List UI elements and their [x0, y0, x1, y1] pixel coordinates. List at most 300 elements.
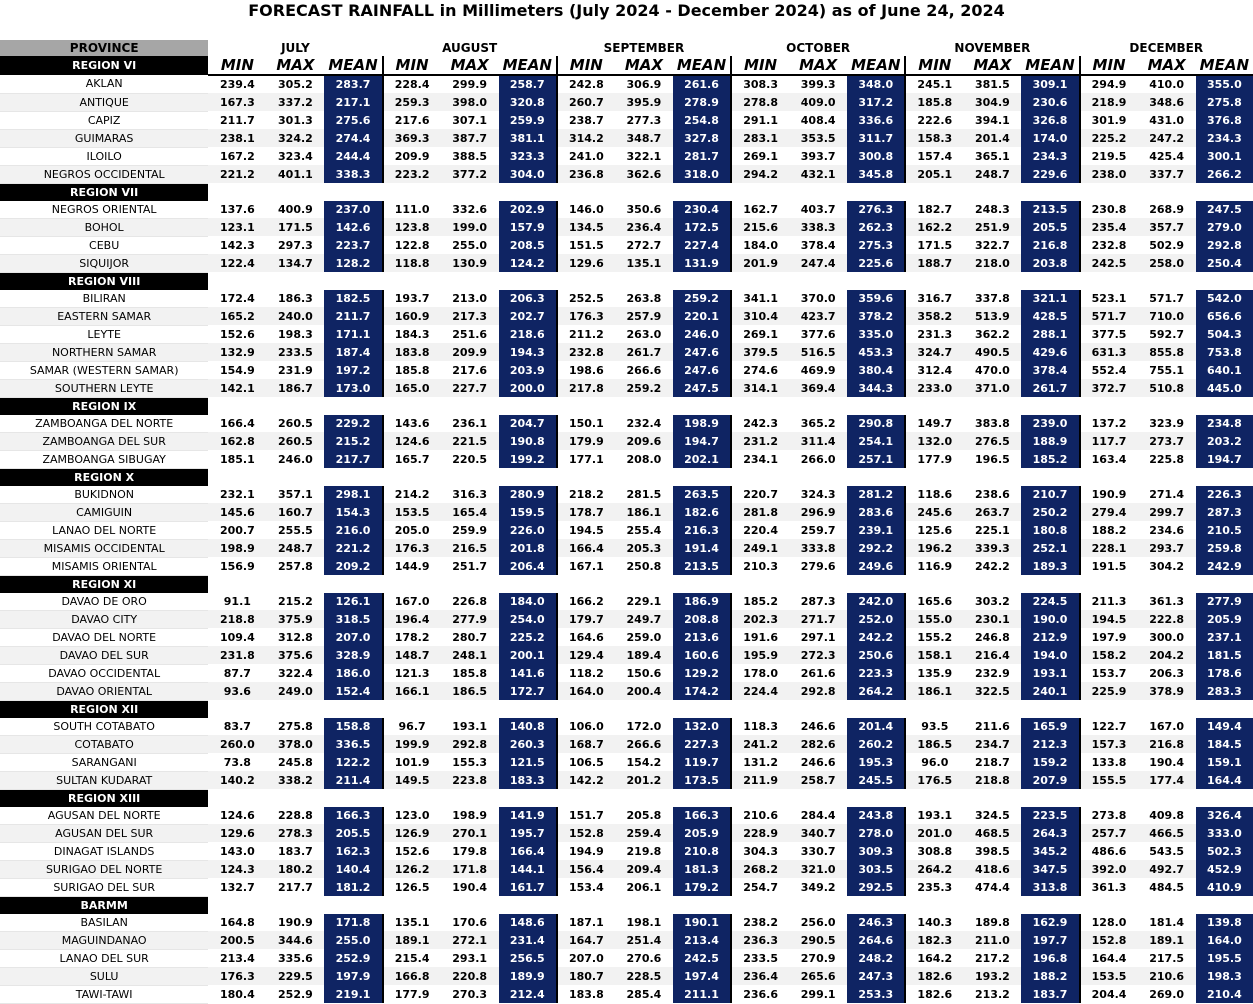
rainfall-july-max-cell: 229.5 — [266, 967, 324, 985]
month-header-december: DECEMBER — [1129, 41, 1204, 55]
rainfall-july-mean-cell: 173.0 — [324, 379, 382, 397]
province-row-davao-oriental — [0, 682, 1253, 700]
rainfall-october-max-cell: 311.4 — [789, 432, 847, 450]
region-spacer-cell — [208, 397, 266, 415]
rainfall-august-max-cell: 221.5 — [441, 432, 499, 450]
rainfall-october-max-cell: 297.1 — [800, 630, 836, 644]
region-spacer-cell — [1196, 700, 1253, 718]
rainfall-august-min-cell: 217.6 — [383, 111, 441, 129]
rainfall-november-mean-cell: 345.2 — [1021, 842, 1079, 860]
rainfall-december-max-cell: 337.7 — [1138, 165, 1196, 183]
region-spacer-cell — [1138, 575, 1196, 593]
rainfall-july-max-cell: 252.9 — [278, 987, 313, 1001]
rainfall-october-mean-cell: 335.0 — [847, 325, 905, 343]
rainfall-december-max-cell: 181.4 — [1149, 915, 1185, 929]
province-row-surigao-del-sur — [0, 878, 1253, 896]
rainfall-november-mean-cell: 212.9 — [1021, 628, 1079, 646]
rainfall-july-max-cell: 260.5 — [278, 416, 313, 430]
rainfall-august-mean-cell: 202.9 — [499, 201, 557, 219]
rainfall-august-max-cell: 220.5 — [452, 452, 488, 466]
rainfall-december-mean-cell: 502.3 — [1196, 842, 1253, 860]
rainfall-july-min-cell: 231.8 — [208, 646, 266, 664]
rainfall-august-mean-cell: 183.3 — [499, 771, 557, 789]
rainfall-september-mean-cell: 205.9 — [673, 824, 731, 842]
rainfall-july-mean-cell: 338.3 — [324, 165, 382, 183]
rainfall-july-max-cell: 171.5 — [266, 218, 324, 236]
rainfall-september-min-cell: 180.7 — [557, 967, 615, 985]
rainfall-november-max-cell: 418.6 — [963, 860, 1021, 878]
province-name: SARANGANI — [0, 753, 208, 771]
rainfall-december-min-cell: 377.5 — [1080, 325, 1138, 343]
rainfall-july-mean-cell: 217.1 — [324, 93, 382, 111]
region-spacer-cell — [441, 468, 499, 486]
rainfall-december-mean-cell: 283.3 — [1196, 682, 1253, 700]
region-row — [0, 700, 1253, 718]
rainfall-december-min-cell: 117.7 — [1080, 432, 1138, 450]
region-spacer-cell — [615, 789, 673, 807]
rainfall-september-max-cell: 272.7 — [626, 238, 662, 252]
region-spacer-cell — [266, 575, 324, 593]
rainfall-august-max-cell: 259.9 — [452, 523, 488, 537]
rainfall-september-mean-cell: 181.3 — [673, 860, 731, 878]
rainfall-september-max-cell: 232.4 — [626, 416, 662, 430]
region-spacer-cell — [324, 896, 382, 914]
rainfall-december-mean-cell: 210.5 — [1196, 521, 1253, 539]
rainfall-november-min-cell: 171.5 — [905, 236, 963, 254]
column-label-august-min: MIN — [383, 56, 441, 75]
province-row-cebu — [0, 236, 1253, 254]
region-spacer-cell — [673, 789, 731, 807]
province-name: DINAGAT ISLANDS — [0, 842, 208, 860]
rainfall-august-mean-cell: 231.4 — [499, 931, 557, 949]
rainfall-october-max-cell: 353.5 — [789, 129, 847, 147]
rainfall-august-mean-cell: 226.0 — [499, 521, 557, 539]
rainfall-december-min-cell: 361.3 — [1080, 878, 1138, 896]
rainfall-october-mean-cell: 283.6 — [847, 503, 905, 521]
column-label-august-mean: MEAN — [499, 56, 557, 75]
rainfall-december-max-cell: 755.1 — [1149, 363, 1185, 377]
rainfall-december-max-cell: 206.3 — [1149, 666, 1185, 680]
rainfall-september-max-cell: 257.9 — [615, 307, 673, 325]
region-spacer-cell — [557, 575, 615, 593]
month-header-row — [0, 40, 1253, 56]
rainfall-september-max-cell: 209.4 — [615, 860, 673, 878]
rainfall-july-min-cell: 213.4 — [219, 951, 255, 965]
province-row-davao-city — [0, 610, 1253, 628]
rainfall-august-max-cell: 270.3 — [452, 987, 488, 1001]
rainfall-november-mean-cell: 240.1 — [1021, 682, 1079, 700]
rainfall-october-max-cell: 333.8 — [789, 539, 847, 557]
rainfall-august-mean-cell: 225.2 — [499, 628, 557, 646]
rainfall-october-max-cell: 340.7 — [789, 824, 847, 842]
rainfall-july-min-cell: 185.1 — [219, 452, 255, 466]
rainfall-august-mean-cell: 194.3 — [499, 343, 557, 361]
rainfall-july-mean-cell: 255.0 — [324, 931, 382, 949]
rainfall-september-min-cell: 177.1 — [557, 450, 615, 468]
rainfall-october-min-cell: 269.1 — [731, 147, 789, 165]
rainfall-september-min-cell: 232.8 — [557, 343, 615, 361]
rainfall-november-mean-cell: 213.5 — [1021, 201, 1079, 219]
rainfall-august-min-cell: 199.9 — [383, 735, 441, 753]
rainfall-august-max-cell: 185.8 — [452, 666, 488, 680]
region-spacer-cell — [1080, 397, 1138, 415]
rainfall-october-min-cell: 242.3 — [731, 415, 789, 433]
rainfall-december-max-cell: 410.0 — [1149, 78, 1185, 91]
region-spacer-cell — [963, 789, 1021, 807]
rainfall-december-max-cell: 431.0 — [1149, 113, 1185, 127]
rainfall-august-min-cell: 124.6 — [383, 432, 441, 450]
rainfall-september-max-cell: 150.6 — [626, 666, 662, 680]
rainfall-october-max-cell: 365.2 — [800, 416, 836, 430]
rainfall-september-min-cell: 164.0 — [557, 682, 615, 700]
column-label-november-max: MAX — [963, 56, 1021, 75]
rainfall-august-min-cell: 166.1 — [383, 682, 441, 700]
rainfall-october-mean-cell: 223.3 — [847, 664, 905, 682]
rainfall-july-mean-cell: 197.9 — [324, 967, 382, 985]
rainfall-july-mean-cell: 209.2 — [324, 557, 382, 575]
rainfall-december-mean-cell: 234.8 — [1196, 415, 1253, 433]
rainfall-august-max-cell: 236.1 — [452, 416, 488, 430]
rainfall-july-min-cell: 140.2 — [208, 771, 266, 789]
rainfall-august-mean-cell: 184.0 — [499, 593, 557, 611]
rainfall-november-mean-cell: 223.5 — [1021, 807, 1079, 825]
region-spacer-cell — [963, 183, 1021, 201]
rainfall-november-min-cell: 235.3 — [905, 878, 963, 896]
rainfall-november-min-cell: 182.7 — [905, 201, 963, 219]
rainfall-december-min-cell: 197.9 — [1080, 628, 1138, 646]
rainfall-november-min-cell: 245.1 — [905, 75, 963, 93]
province-name: SURIGAO DEL SUR — [0, 878, 208, 896]
rainfall-november-max-cell: 339.3 — [963, 539, 1021, 557]
rainfall-september-mean-cell: 213.5 — [673, 557, 731, 575]
rainfall-october-max-cell: 321.0 — [789, 860, 847, 878]
rainfall-october-min-cell: 184.0 — [731, 236, 789, 254]
rainfall-august-max-cell: 209.9 — [441, 343, 499, 361]
rainfall-july-mean-cell: 126.1 — [324, 593, 382, 611]
rainfall-july-min-cell: 142.3 — [219, 238, 255, 252]
province-row-capiz — [0, 111, 1253, 129]
column-label-july-mean: MEAN — [324, 56, 382, 75]
rainfall-november-mean-cell: 189.3 — [1021, 557, 1079, 575]
rainfall-september-max-cell: 277.3 — [626, 113, 662, 127]
rainfall-august-min-cell: 165.0 — [383, 379, 441, 397]
rainfall-august-max-cell: 213.0 — [452, 291, 488, 305]
region-spacer-cell — [324, 397, 382, 415]
region-spacer-cell — [499, 183, 557, 201]
province-row-iloilo — [0, 147, 1253, 165]
province-name: DAVAO DEL SUR — [0, 646, 208, 664]
rainfall-november-mean-cell: 180.8 — [1021, 521, 1079, 539]
rainfall-september-mean-cell: 208.8 — [673, 610, 731, 628]
province-row-bohol — [0, 218, 1253, 236]
region-spacer-cell — [208, 183, 266, 201]
rainfall-december-max-cell: 271.4 — [1149, 487, 1185, 501]
rainfall-september-max-cell: 259.0 — [626, 630, 662, 644]
province-name: AGUSAN DEL NORTE — [0, 807, 208, 825]
rainfall-october-max-cell: 266.0 — [800, 452, 836, 466]
province-name: DAVAO ORIENTAL — [0, 682, 208, 700]
rainfall-october-mean-cell: 253.3 — [847, 985, 905, 1003]
province-name: BOHOL — [0, 218, 208, 236]
rainfall-december-mean-cell: 164.0 — [1196, 931, 1253, 949]
rainfall-december-mean-cell: 237.1 — [1196, 628, 1253, 646]
province-row-agusan-del-sur — [0, 824, 1253, 842]
region-spacer-cell — [1021, 397, 1079, 415]
rainfall-july-mean-cell: 215.2 — [324, 432, 382, 450]
rainfall-july-max-cell: 400.9 — [278, 202, 313, 216]
rainfall-october-min-cell: 224.4 — [731, 682, 789, 700]
rainfall-november-min-cell: 140.3 — [905, 914, 963, 932]
rainfall-august-max-cell: 272.1 — [441, 931, 499, 949]
rainfall-july-mean-cell: 216.0 — [324, 521, 382, 539]
rainfall-december-max-cell: 247.2 — [1138, 129, 1196, 147]
rainfall-november-max-cell: 234.7 — [963, 735, 1021, 753]
rainfall-november-max-cell: 230.1 — [963, 610, 1021, 628]
rainfall-october-mean-cell: 292.5 — [847, 878, 905, 896]
rainfall-august-mean-cell: 304.0 — [499, 165, 557, 183]
rainfall-december-mean-cell: 300.1 — [1196, 147, 1253, 165]
rainfall-december-mean-cell: 195.5 — [1196, 949, 1253, 967]
region-spacer-cell — [1138, 700, 1196, 718]
province-row-southern-leyte — [0, 379, 1253, 397]
rainfall-july-min-cell: 91.1 — [223, 594, 251, 608]
rainfall-december-min-cell: 194.5 — [1080, 610, 1138, 628]
rainfall-december-max-cell: 409.8 — [1149, 808, 1185, 822]
rainfall-december-mean-cell: 234.3 — [1196, 129, 1253, 147]
rainfall-november-min-cell: 186.5 — [905, 735, 963, 753]
rainfall-november-min-cell: 193.1 — [905, 807, 963, 825]
rainfall-september-mean-cell: 278.9 — [673, 93, 731, 111]
rainfall-august-min-cell: 185.8 — [383, 361, 441, 379]
rainfall-october-min-cell: 269.1 — [731, 325, 789, 343]
rainfall-august-max-cell: 165.4 — [441, 503, 499, 521]
column-label-july-max: MAX — [266, 56, 324, 75]
rainfall-october-max-cell: 393.7 — [800, 149, 836, 163]
rainfall-october-max-cell: 409.0 — [789, 93, 847, 111]
rainfall-september-min-cell: 179.9 — [557, 432, 615, 450]
rainfall-december-mean-cell: 753.8 — [1196, 343, 1253, 361]
rainfall-november-mean-cell: 165.9 — [1021, 718, 1079, 736]
rainfall-august-mean-cell: 200.1 — [499, 646, 557, 664]
province-name: MAGUINDANAO — [0, 931, 208, 949]
rainfall-november-max-cell: 513.9 — [963, 307, 1021, 325]
region-label: REGION VII — [0, 183, 208, 201]
rainfall-july-max-cell: 275.8 — [278, 719, 313, 733]
rainfall-november-min-cell: 158.1 — [905, 646, 963, 664]
rainfall-september-mean-cell: 318.0 — [673, 165, 731, 183]
rainfall-september-mean-cell: 119.7 — [673, 753, 731, 771]
rainfall-september-min-cell: 194.5 — [557, 521, 615, 539]
rainfall-november-mean-cell: 230.6 — [1021, 93, 1079, 111]
rainfall-july-max-cell: 375.6 — [266, 646, 324, 664]
region-spacer-cell — [731, 896, 789, 914]
rainfall-november-min-cell: 135.9 — [905, 664, 963, 682]
region-spacer-cell — [847, 700, 905, 718]
rainfall-november-min-cell: 149.7 — [905, 415, 963, 433]
rainfall-november-mean-cell: 183.7 — [1021, 985, 1079, 1003]
rainfall-july-min-cell: 137.6 — [219, 202, 255, 216]
rainfall-july-max-cell: 344.6 — [266, 931, 324, 949]
rainfall-october-mean-cell: 249.6 — [847, 557, 905, 575]
rainfall-august-min-cell: 184.3 — [383, 325, 441, 343]
rainfall-september-max-cell: 186.1 — [615, 503, 673, 521]
rainfall-december-min-cell: 211.3 — [1080, 593, 1138, 611]
rainfall-july-mean-cell: 122.2 — [324, 753, 382, 771]
rainfall-december-min-cell: 157.3 — [1080, 735, 1138, 753]
rainfall-october-min-cell: 281.8 — [731, 503, 789, 521]
rainfall-november-mean-cell: 185.2 — [1021, 450, 1079, 468]
rainfall-november-min-cell: 188.7 — [905, 254, 963, 272]
province-name: AGUSAN DEL SUR — [0, 824, 208, 842]
rainfall-july-mean-cell: 128.2 — [324, 254, 382, 272]
rainfall-july-mean-cell: 205.5 — [324, 824, 382, 842]
region-spacer-cell — [208, 896, 266, 914]
rainfall-october-min-cell: 249.1 — [731, 539, 789, 557]
rainfall-september-mean-cell: 227.4 — [673, 236, 731, 254]
rainfall-november-mean-cell: 212.3 — [1021, 735, 1079, 753]
region-spacer-cell — [1021, 575, 1079, 593]
region-spacer-cell — [1080, 468, 1138, 486]
rainfall-december-mean-cell: 542.0 — [1196, 290, 1253, 308]
rainfall-november-max-cell: 468.5 — [963, 824, 1021, 842]
rainfall-september-min-cell: 106.0 — [557, 718, 615, 736]
region-spacer-cell — [208, 700, 266, 718]
rainfall-october-mean-cell: 201.4 — [847, 718, 905, 736]
rainfall-november-max-cell: 371.0 — [963, 379, 1021, 397]
rainfall-july-min-cell: 109.4 — [219, 630, 255, 644]
rainfall-december-min-cell: 392.0 — [1080, 860, 1138, 878]
rainfall-july-mean-cell: 171.1 — [324, 325, 382, 343]
rainfall-october-min-cell: 236.6 — [731, 985, 789, 1003]
rainfall-september-mean-cell: 166.3 — [673, 807, 731, 825]
region-spacer-cell — [557, 183, 615, 201]
rainfall-november-max-cell: 218.8 — [963, 771, 1021, 789]
rainfall-october-min-cell: 231.2 — [731, 432, 789, 450]
rainfall-november-max-cell: 365.1 — [975, 149, 1010, 163]
rainfall-september-min-cell: 194.9 — [557, 842, 615, 860]
rainfall-november-mean-cell: 196.8 — [1021, 949, 1079, 967]
rainfall-october-max-cell: 432.1 — [789, 165, 847, 183]
rainfall-july-mean-cell: 328.9 — [324, 646, 382, 664]
rainfall-september-max-cell: 172.0 — [626, 719, 662, 733]
rainfall-september-max-cell: 259.4 — [615, 824, 673, 842]
province-row-davao-de-oro — [0, 593, 1253, 611]
month-header-august: AUGUST — [442, 41, 498, 55]
rainfall-september-max-cell: 348.7 — [615, 129, 673, 147]
page-title: FORECAST RAINFALL in Millimeters (July 2024 - December 2024) as of June 24, 2024 — [248, 1, 1005, 20]
rainfall-august-mean-cell: 259.9 — [499, 111, 557, 129]
region-spacer-cell — [499, 397, 557, 415]
rainfall-july-min-cell: 200.5 — [208, 931, 266, 949]
rainfall-september-min-cell: 166.2 — [557, 593, 615, 611]
rainfall-september-mean-cell: 327.8 — [673, 129, 731, 147]
rainfall-august-min-cell: 205.0 — [383, 521, 441, 539]
rainfall-december-mean-cell: 205.9 — [1196, 610, 1253, 628]
rainfall-september-mean-cell: 261.6 — [673, 75, 731, 93]
rainfall-november-mean-cell: 193.1 — [1021, 664, 1079, 682]
rainfall-november-max-cell: 362.2 — [975, 327, 1010, 341]
rainfall-december-mean-cell: 203.2 — [1196, 432, 1253, 450]
rainfall-november-max-cell: 218.0 — [963, 254, 1021, 272]
rainfall-august-min-cell: 369.3 — [383, 129, 441, 147]
rainfall-december-mean-cell: 452.9 — [1196, 860, 1253, 878]
rainfall-november-min-cell: 222.6 — [905, 111, 963, 129]
province-row-antique — [0, 93, 1253, 111]
rainfall-november-min-cell: 245.6 — [905, 503, 963, 521]
rainfall-august-max-cell: 251.6 — [452, 327, 488, 341]
region-spacer-cell — [673, 397, 731, 415]
rainfall-november-min-cell: 186.1 — [905, 682, 963, 700]
rainfall-december-min-cell: 152.8 — [1080, 931, 1138, 949]
province-name: COTABATO — [0, 735, 208, 753]
rainfall-july-min-cell: 165.2 — [208, 307, 266, 325]
region-spacer-cell — [266, 700, 324, 718]
region-spacer-cell — [905, 183, 963, 201]
rainfall-december-mean-cell: 181.5 — [1196, 646, 1253, 664]
rainfall-october-mean-cell: 242.2 — [847, 628, 905, 646]
region-spacer-cell — [789, 272, 847, 290]
rainfall-august-mean-cell: 212.4 — [499, 985, 557, 1003]
rainfall-september-mean-cell: 173.5 — [673, 771, 731, 789]
rainfall-october-mean-cell: 243.8 — [847, 807, 905, 825]
rainfall-december-mean-cell: 640.1 — [1196, 361, 1253, 379]
rainfall-october-mean-cell: 264.6 — [847, 931, 905, 949]
rainfall-november-max-cell: 196.5 — [975, 452, 1010, 466]
rainfall-september-max-cell: 205.8 — [626, 808, 662, 822]
rainfall-july-max-cell: 134.7 — [266, 254, 324, 272]
rainfall-october-min-cell: 314.1 — [731, 379, 789, 397]
rainfall-august-mean-cell: 172.7 — [499, 682, 557, 700]
rainfall-december-max-cell: 210.6 — [1138, 967, 1196, 985]
rainfall-august-mean-cell: 204.7 — [499, 415, 557, 433]
region-spacer-cell — [615, 575, 673, 593]
rainfall-august-min-cell: 183.8 — [383, 343, 441, 361]
rainfall-december-max-cell: 348.6 — [1138, 93, 1196, 111]
rainfall-july-min-cell: 132.9 — [208, 343, 266, 361]
rainfall-september-max-cell: 198.1 — [626, 915, 662, 929]
rainfall-november-mean-cell: 216.8 — [1021, 236, 1079, 254]
region-spacer-cell — [615, 468, 673, 486]
rainfall-december-max-cell: 268.9 — [1149, 202, 1185, 216]
rainfall-august-min-cell: 143.6 — [383, 415, 441, 433]
rainfall-august-min-cell: 121.3 — [383, 664, 441, 682]
column-label-september-mean: MEAN — [673, 56, 731, 75]
rainfall-november-max-cell: 242.2 — [975, 559, 1010, 573]
province-name: CAMIGUIN — [0, 503, 208, 521]
rainfall-october-min-cell: 195.9 — [731, 646, 789, 664]
region-spacer-cell — [324, 272, 382, 290]
rainfall-november-max-cell: 263.7 — [963, 503, 1021, 521]
rainfall-july-max-cell: 183.7 — [278, 844, 313, 858]
region-spacer-cell — [266, 789, 324, 807]
rainfall-august-min-cell: 96.7 — [383, 718, 441, 736]
rainfall-december-mean-cell: 445.0 — [1196, 379, 1253, 397]
rainfall-july-max-cell: 378.0 — [266, 735, 324, 753]
rainfall-august-min-cell: 177.9 — [383, 985, 441, 1003]
rainfall-november-mean-cell: 205.5 — [1021, 218, 1079, 236]
rainfall-december-mean-cell: 656.6 — [1196, 307, 1253, 325]
rainfall-november-mean-cell: 210.7 — [1021, 486, 1079, 504]
rainfall-november-max-cell: 337.8 — [975, 291, 1010, 305]
rainfall-july-min-cell: 124.3 — [208, 860, 266, 878]
rainfall-december-mean-cell: 184.5 — [1196, 735, 1253, 753]
rainfall-august-min-cell: 214.2 — [383, 486, 441, 504]
rainfall-september-mean-cell: 202.1 — [673, 450, 731, 468]
rainfall-august-mean-cell: 258.7 — [499, 75, 557, 93]
rainfall-september-mean-cell: 174.2 — [673, 682, 731, 700]
rainfall-september-mean-cell: 216.3 — [673, 521, 731, 539]
rainfall-august-mean-cell: 141.9 — [499, 807, 557, 825]
